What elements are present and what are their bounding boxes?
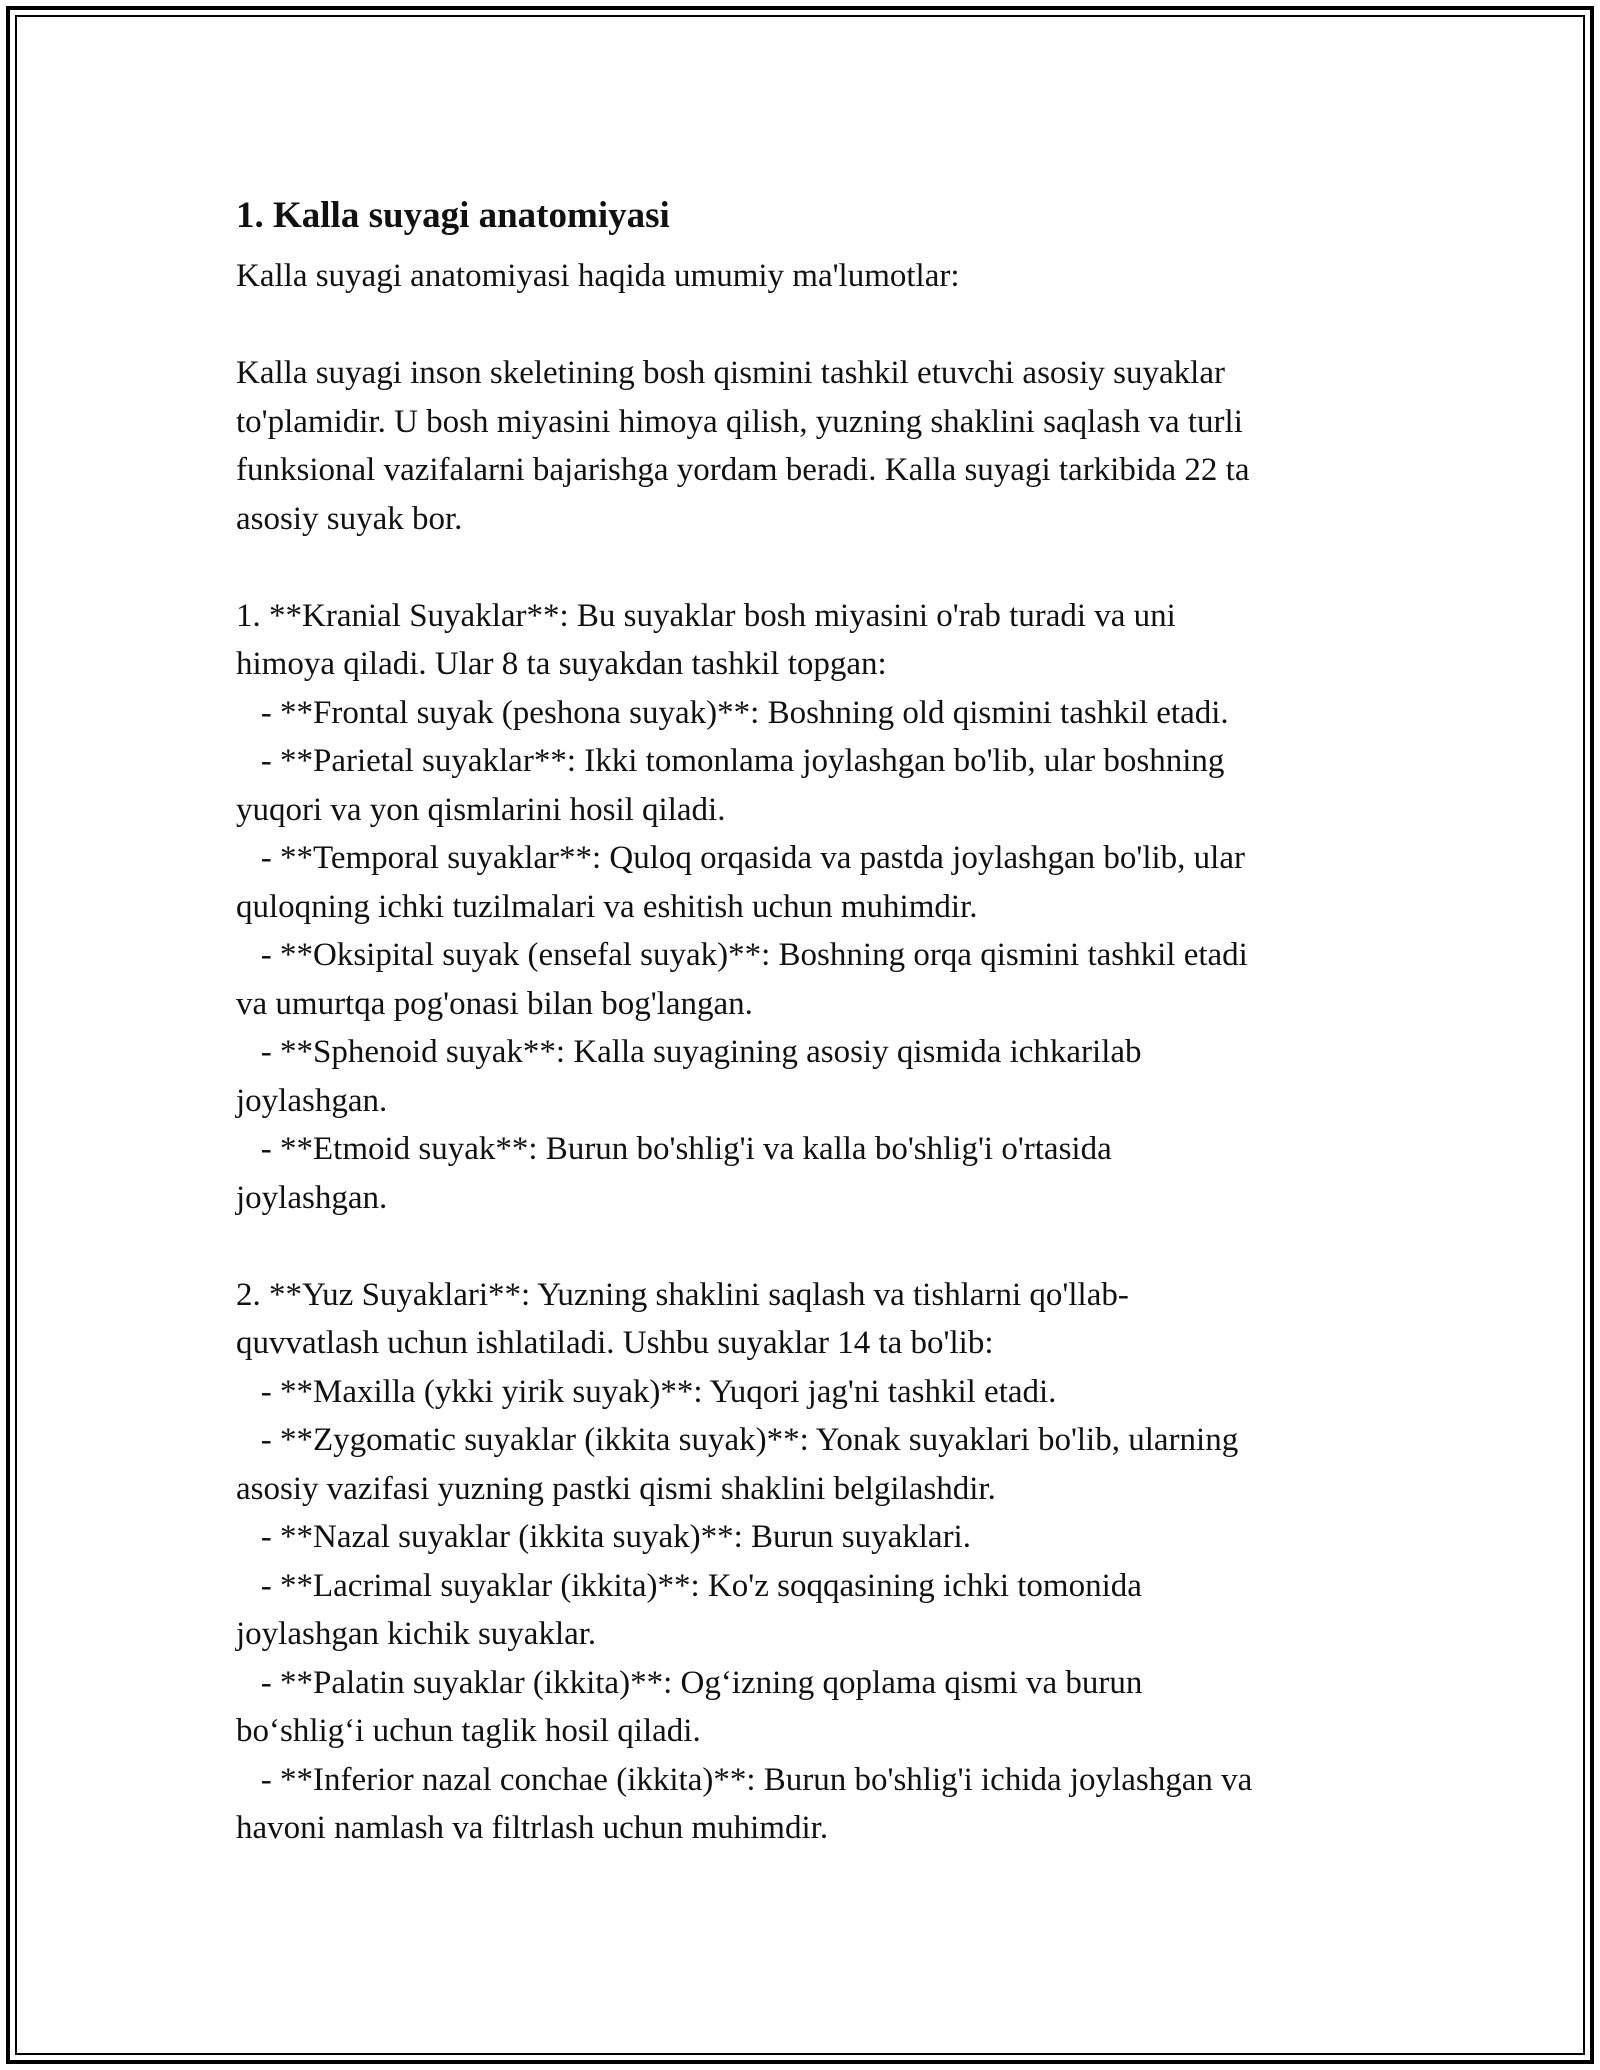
document-body bbox=[236, 186, 1376, 1853]
cranial-bones-section: 1. **Kranial Suyaklar**: Bu suyaklar bosh miyasini o'rab turadi va uni himoya qiladi. Ular 8 ta suyakdan tashkil topgan: - **Frontal suyak (peshona suyak)**: Boshning old qismini tashkil etadi. - **Parietal suyaklar**: Ikki tomonlama joylashgan bo'lib, ular boshning yuqori va yon qismlarini hosil qiladi. - **Temporal suyaklar**: Quloq orqasida va pastda joylashgan bo'lib, ular quloqning ichki tuzilmalari va eshitish uchun muhimdir. - **Oksipital suyak (ensefal suyak)**: Boshning orqa qismini tashkil etadi va umurtqa pog'onasi bilan bog'langan. - **Sphenoid suyak**: Kalla suyagining asosiy qismida ichkarilab joylashgan. - **Etmoid suyak**: Burun bo'shlig'i va kalla bo'shlig'i o'rtasida joylashgan. bbox=[236, 597, 1248, 1216]
intro-line: Kalla suyagi anatomiyasi haqida umumiy ma'lumotlar: bbox=[236, 258, 960, 294]
facial-bones-section: 2. **Yuz Suyaklari**: Yuzning shaklini saqlash va tishlarni qo'llab- quvvatlash uchun ishlatiladi. Ushbu suyaklar 14 ta bo'lib: - **Maxilla (ykki yirik suyak)**: Yuqori jag'ni tashkil etadi. - **Zygomatic suyaklar (ikkita suyak)**: Yonak suyaklari bo'lib, ularning asosiy vazifasi yuzning pastki qismi shaklini belgilashdir. - **Nazal suyaklar (ikkita suyak)**: Burun suyaklari. - **Lacrimal suyaklar (ikkita)**: Ko'z soqqasining ichki tomonida joylashgan kichik suyaklar. - **Palatin suyaklar (ikkita)**: Og‘izning qoplama qismi va burun bo‘shlig‘i uchun taglik hosil qiladi. - **Inferior nazal conchae (ikkita)**: Burun bo'shlig'i ichida joylashgan va havoni namlash va filtrlash uchun muhimdir. bbox=[236, 1276, 1253, 1846]
page-title: 1. Kalla suyagi anatomiyasi bbox=[236, 195, 670, 236]
overview-paragraph: Kalla suyagi inson skeletining bosh qismini tashkil etuvchi asosiy suyaklar to'plamidir. U bosh miyasini himoya qilish, yuzning shaklini saqlash va turli funksional vazifalarni bajarishga yordam beradi. Kalla suyagi tarkibida 22 ta asosiy suyak bor. bbox=[236, 355, 1250, 537]
